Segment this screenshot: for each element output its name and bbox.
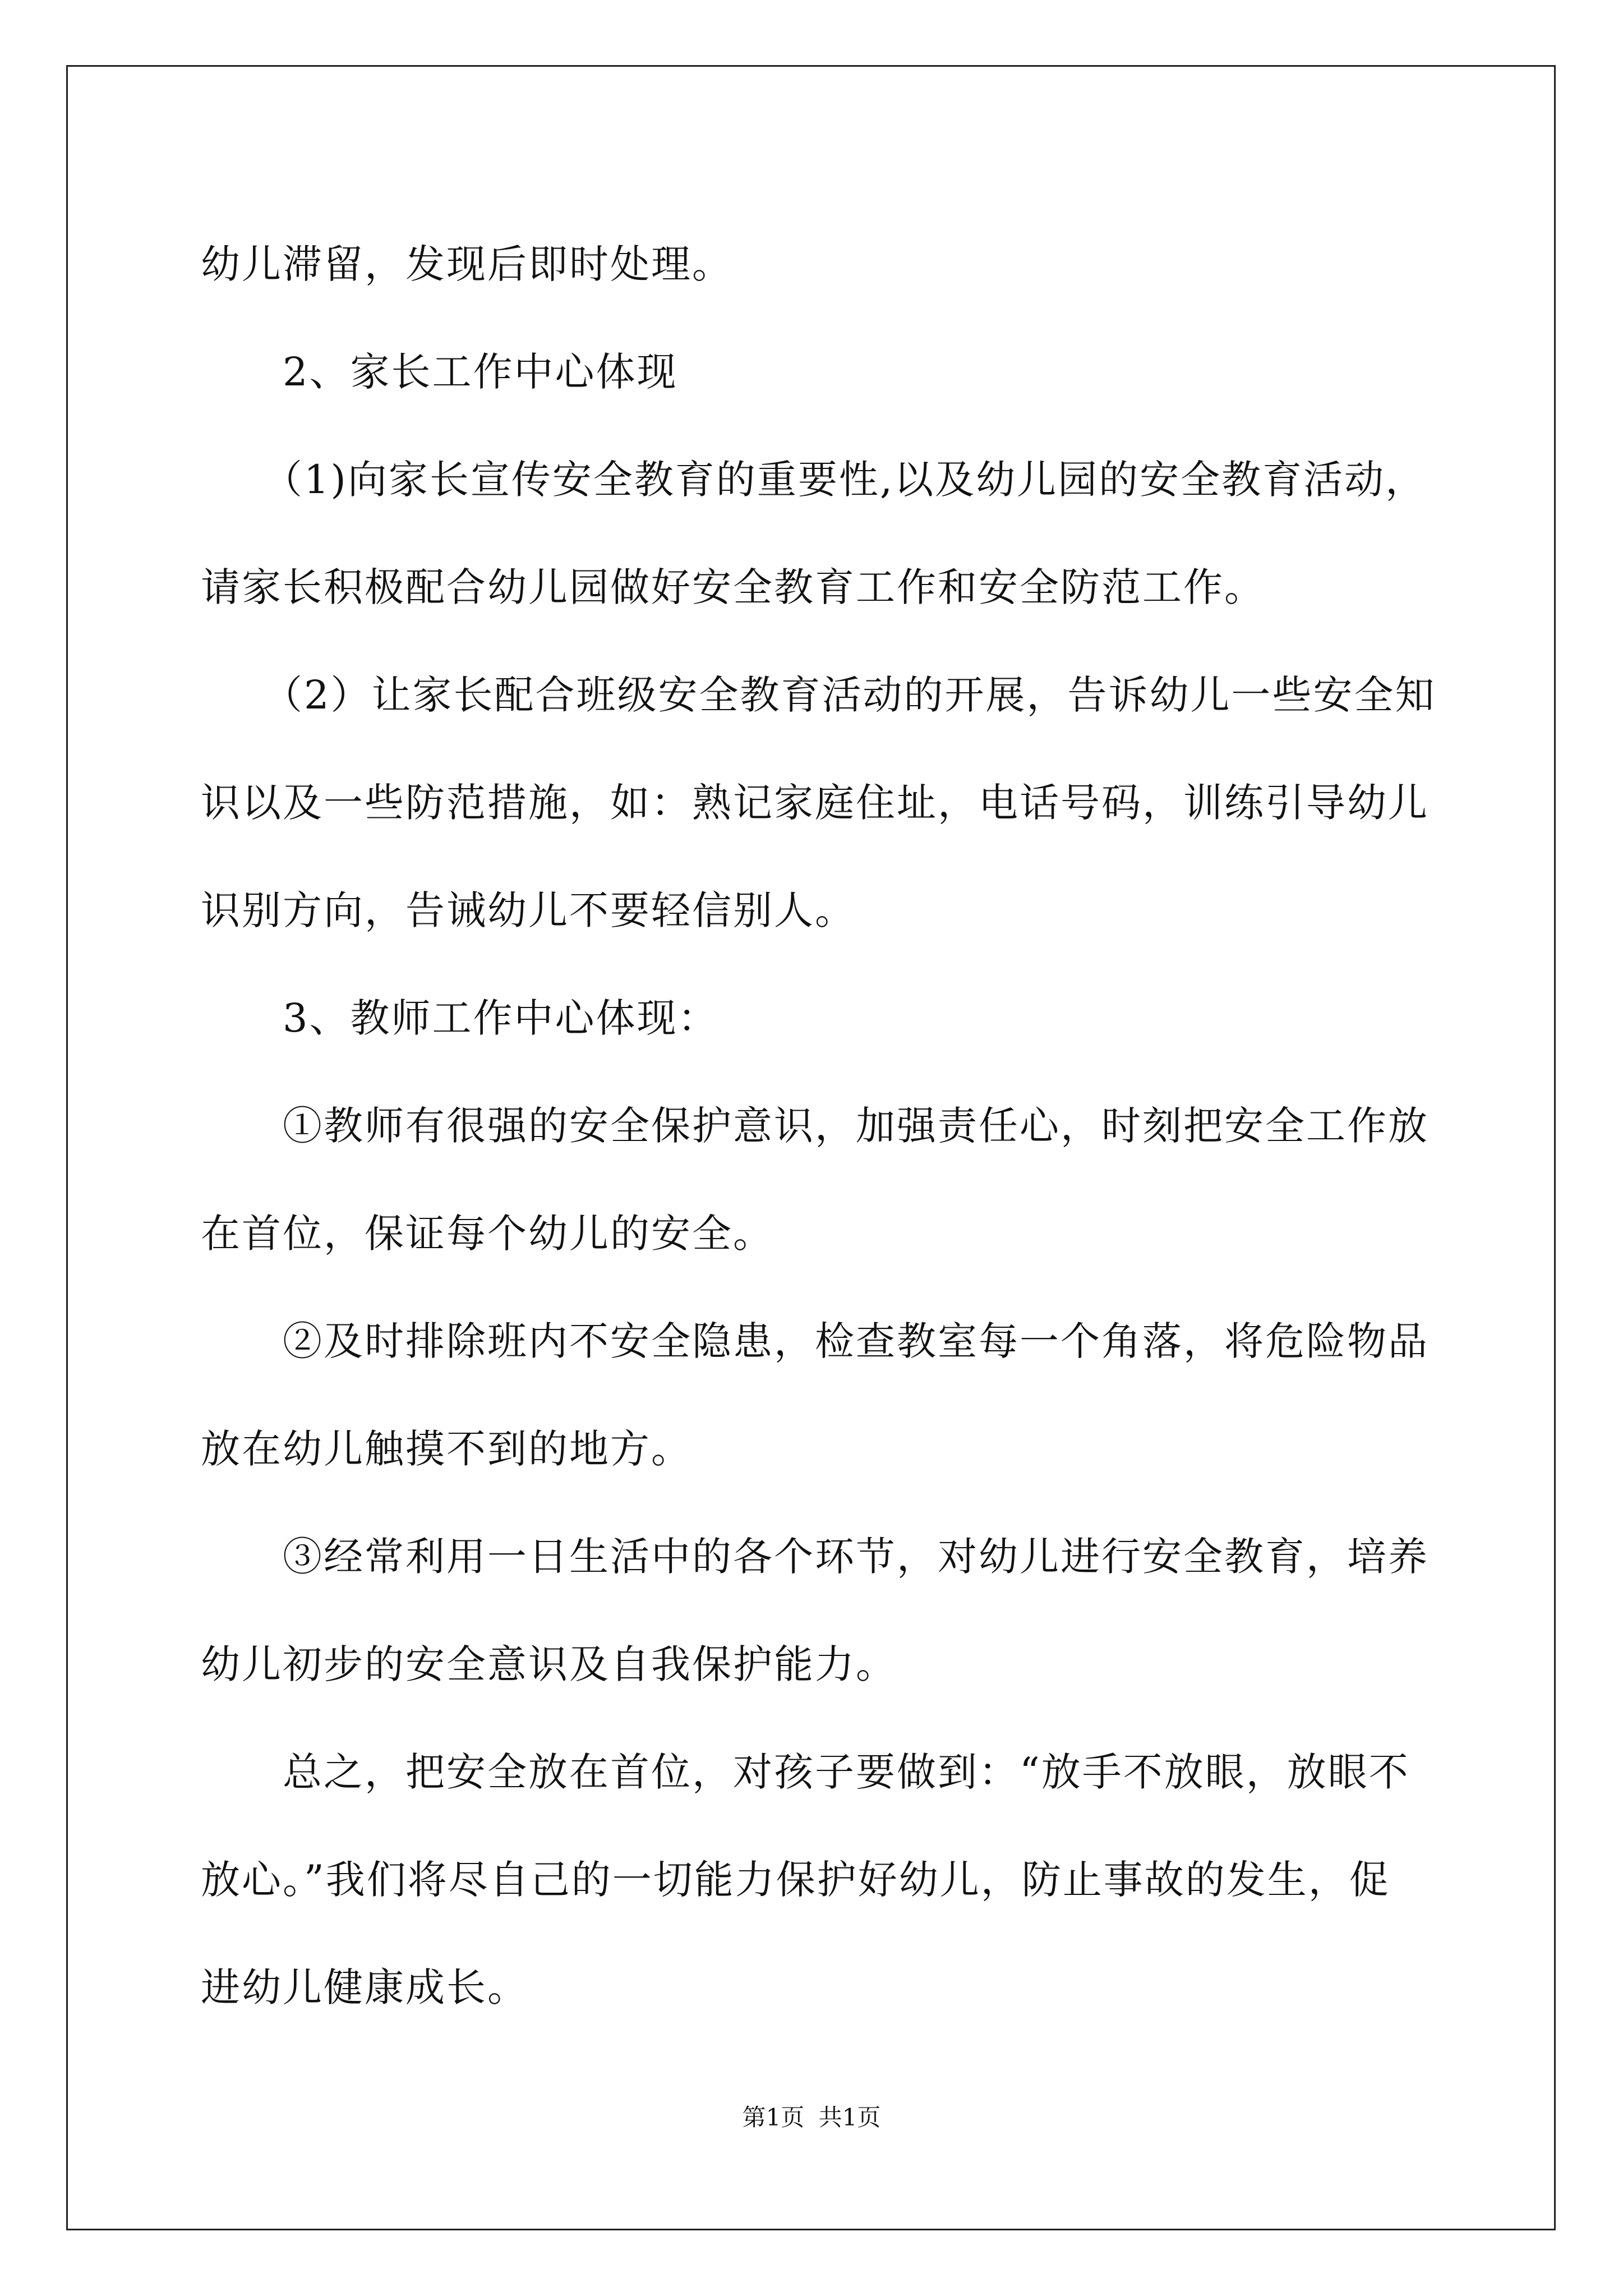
text-line: （2）让家长配合班级安全教育活动的开展，告诉幼儿一些安全知 [201,672,1436,718]
text-line: （1)向家长宣传安全教育的重要性,以及幼儿园的安全教育活动， [201,457,1427,503]
page-footer [0,2099,1623,2133]
text-line: 幼儿滞留，发现后即时处理。 [201,241,733,287]
paragraph-2-heading [201,318,1429,426]
page-number: 第1页 [742,2104,805,2131]
text-line: ③经常利用一日生活中的各个环节，对幼儿进行安全教育，培养 [201,1534,1429,1580]
text-line: 放心。”我们将尽自己的一切能力保护好幼儿，防止事故的发生，促 [201,1857,1390,1903]
section-heading: 3、教师工作中心体现： [201,995,719,1041]
paragraph-6 [201,1072,1429,1287]
paragraph-9 [201,1718,1429,2041]
paragraph-5-heading [201,964,1429,1072]
text-line: ②及时排除班内不安全隐患，检查教室每一个角落，将危险物品 [201,1318,1429,1364]
text-line: 放在幼儿触摸不到的地方。 [201,1426,692,1472]
paragraph-4 [201,641,1436,964]
text-line: 识别方向，告诫幼儿不要轻信别人。 [201,887,856,933]
text-line: 幼儿初步的安全意识及自我保护能力。 [201,1641,897,1687]
paragraph-1 [201,210,1429,318]
paragraph-8 [201,1503,1429,1718]
text-line: 请家长积极配合幼儿园做好安全教育工作和安全防范工作。 [201,564,1265,610]
section-heading: 2、家长工作中心体现 [201,349,678,395]
text-line: 进幼儿健康成长。 [201,1964,528,2010]
paragraph-7 [201,1287,1429,1503]
page-total: 共1页 [818,2104,881,2131]
text-line: ①教师有很强的安全保护意识，加强责任心，时刻把安全工作放 [201,1103,1429,1149]
text-line: 总之，把安全放在首位，对孩子要做到：“放手不放眼，放眼不 [201,1749,1410,1795]
paragraph-3 [201,426,1429,641]
text-line: 在首位，保证每个幼儿的安全。 [201,1211,774,1257]
text-line: 识以及一些防范措施，如：熟记家庭住址，电话号码，训练引导幼儿 [201,780,1429,826]
